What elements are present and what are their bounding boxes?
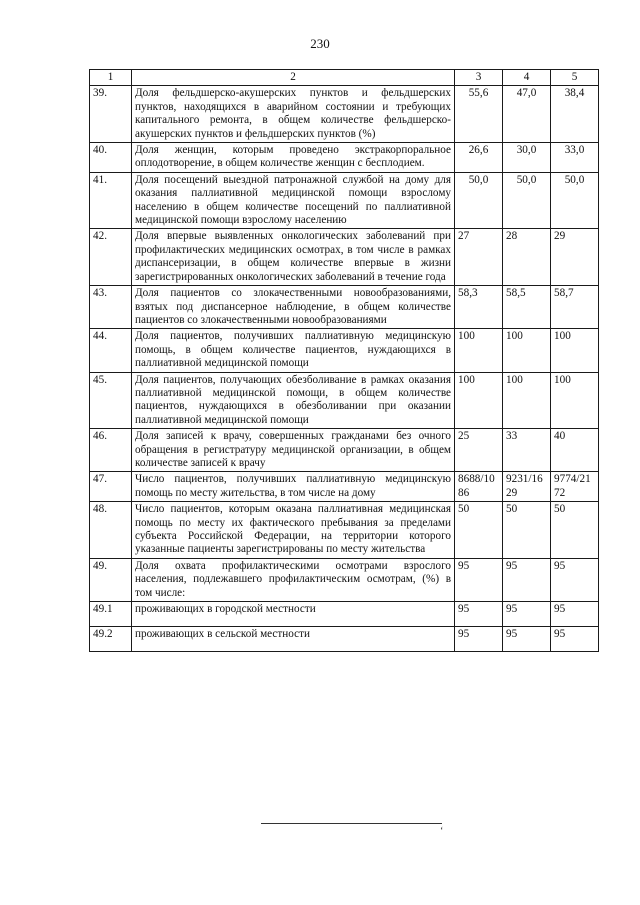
value-col-4: 95	[503, 558, 551, 601]
value-col-4: 33	[503, 429, 551, 472]
page-number: 230	[310, 36, 330, 51]
value-col-5: 50,0	[551, 172, 599, 229]
table-row	[90, 86, 599, 143]
row-number: 43.	[90, 286, 132, 329]
row-number: 49.	[90, 558, 132, 601]
value-col-3: 95	[455, 558, 503, 601]
value-col-3: 8688/1086	[455, 472, 503, 502]
row-number: 45.	[90, 372, 132, 429]
value-col-3: 27	[455, 229, 503, 286]
row-description: Доля пациентов, получивших паллиативную медицинскую помощь, в общем количестве пациентов, нуждающихся в паллиативной медицинской помощи	[132, 329, 455, 372]
value-col-3: 26,6	[455, 143, 503, 173]
header-cell-3: 3	[455, 70, 503, 86]
row-description: Доля охвата профилактическими осмотрами взрослого населения, подлежавшего профилактическим осмотрам, (%) в том числе:	[132, 558, 455, 601]
table-header-row	[90, 70, 599, 86]
table-row	[90, 502, 599, 559]
value-col-3: 95	[455, 627, 503, 652]
value-col-5: 29	[551, 229, 599, 286]
value-col-5: 95	[551, 627, 599, 652]
value-col-5: 9774/2172	[551, 472, 599, 502]
table-row	[90, 429, 599, 472]
row-description: проживающих в сельской местности	[132, 627, 455, 652]
value-col-5: 100	[551, 329, 599, 372]
footer-divider	[261, 823, 442, 824]
table-row	[90, 602, 599, 627]
value-col-3: 58,3	[455, 286, 503, 329]
table-row	[90, 143, 599, 173]
row-number: 49.2	[90, 627, 132, 652]
row-number: 46.	[90, 429, 132, 472]
table-row	[90, 229, 599, 286]
value-col-4: 58,5	[503, 286, 551, 329]
value-col-4: 9231/1629	[503, 472, 551, 502]
row-description: Число пациентов, которым оказана паллиативная медицинская помощь по месту их фактического пребывания за пределами субъекта Российской Федерации, на территории которого указанные пациенты зарегистрированы по месту жительства	[132, 502, 455, 559]
value-col-5: 50	[551, 502, 599, 559]
footer-mark-glyph: ‘	[440, 826, 444, 837]
row-description: проживающих в городской местности	[132, 602, 455, 627]
value-col-3: 100	[455, 372, 503, 429]
value-col-4: 30,0	[503, 143, 551, 173]
value-col-3: 100	[455, 329, 503, 372]
value-col-4: 100	[503, 329, 551, 372]
row-number: 40.	[90, 143, 132, 173]
row-description: Доля женщин, которым проведено экстракорпоральное оплодотворение, в общем количестве женщин с бесплодием.	[132, 143, 455, 173]
value-col-5: 95	[551, 602, 599, 627]
row-number: 42.	[90, 229, 132, 286]
value-col-3: 50,0	[455, 172, 503, 229]
row-number: 49.1	[90, 602, 132, 627]
value-col-5: 58,7	[551, 286, 599, 329]
value-col-4: 50,0	[503, 172, 551, 229]
row-description: Доля впервые выявленных онкологических заболеваний при профилактических медицинских осмотрах, в том числе в рамках диспансеризации, в общем количестве впервые в жизни зарегистрированных онкологических заболеваний в течение года	[132, 229, 455, 286]
header-cell-4: 4	[503, 70, 551, 86]
value-col-5: 33,0	[551, 143, 599, 173]
row-number: 48.	[90, 502, 132, 559]
value-col-4: 28	[503, 229, 551, 286]
table-row	[90, 286, 599, 329]
header-cell-1: 1	[90, 70, 132, 86]
value-col-3: 25	[455, 429, 503, 472]
value-col-5: 38,4	[551, 86, 599, 143]
header-cell-2: 2	[132, 70, 455, 86]
value-col-4: 95	[503, 627, 551, 652]
table-row	[90, 627, 599, 652]
table-row	[90, 329, 599, 372]
value-col-4: 50	[503, 502, 551, 559]
header-cell-5: 5	[551, 70, 599, 86]
value-col-4: 47,0	[503, 86, 551, 143]
value-col-3: 50	[455, 502, 503, 559]
row-description: Доля записей к врачу, совершенных гражданами без очного обращения в регистратуру медицинской организации, в общем количестве записей к врачу	[132, 429, 455, 472]
row-number: 47.	[90, 472, 132, 502]
table-row	[90, 172, 599, 229]
value-col-5: 95	[551, 558, 599, 601]
row-description: Число пациентов, получивших паллиативную медицинскую помощь по месту жительства, в том числе на дому	[132, 472, 455, 502]
value-col-3: 95	[455, 602, 503, 627]
value-col-4: 95	[503, 602, 551, 627]
row-number: 44.	[90, 329, 132, 372]
row-description: Доля посещений выездной патронажной службой на дому для оказания паллиативной медицинской помощи взрослому населению в общем количестве посещений по паллиативной медицинской помощи взрослому населению	[132, 172, 455, 229]
value-col-5: 40	[551, 429, 599, 472]
row-description: Доля фельдшерско-акушерских пунктов и фельдшерских пунктов, находящихся в аварийном состоянии и требующих капитального ремонта, в общем количестве фельдшерско-акушерских пунктов и фельдшерских пунктов (%)	[132, 86, 455, 143]
table-row	[90, 558, 599, 601]
row-number: 39.	[90, 86, 132, 143]
table-row	[90, 372, 599, 429]
value-col-4: 100	[503, 372, 551, 429]
row-description: Доля пациентов со злокачественными новообразованиями, взятых под диспансерное наблюдение, в общем количестве пациентов со злокачественными новообразованиями	[132, 286, 455, 329]
value-col-5: 100	[551, 372, 599, 429]
table-row	[90, 472, 599, 502]
indicators-table	[89, 69, 599, 652]
row-number: 41.	[90, 172, 132, 229]
row-description: Доля пациентов, получающих обезболивание в рамках оказания паллиативной медицинской помощи, в общем количестве пациентов, нуждающихся в обезболивании при оказании паллиативной медицинской помощи	[132, 372, 455, 429]
value-col-3: 55,6	[455, 86, 503, 143]
